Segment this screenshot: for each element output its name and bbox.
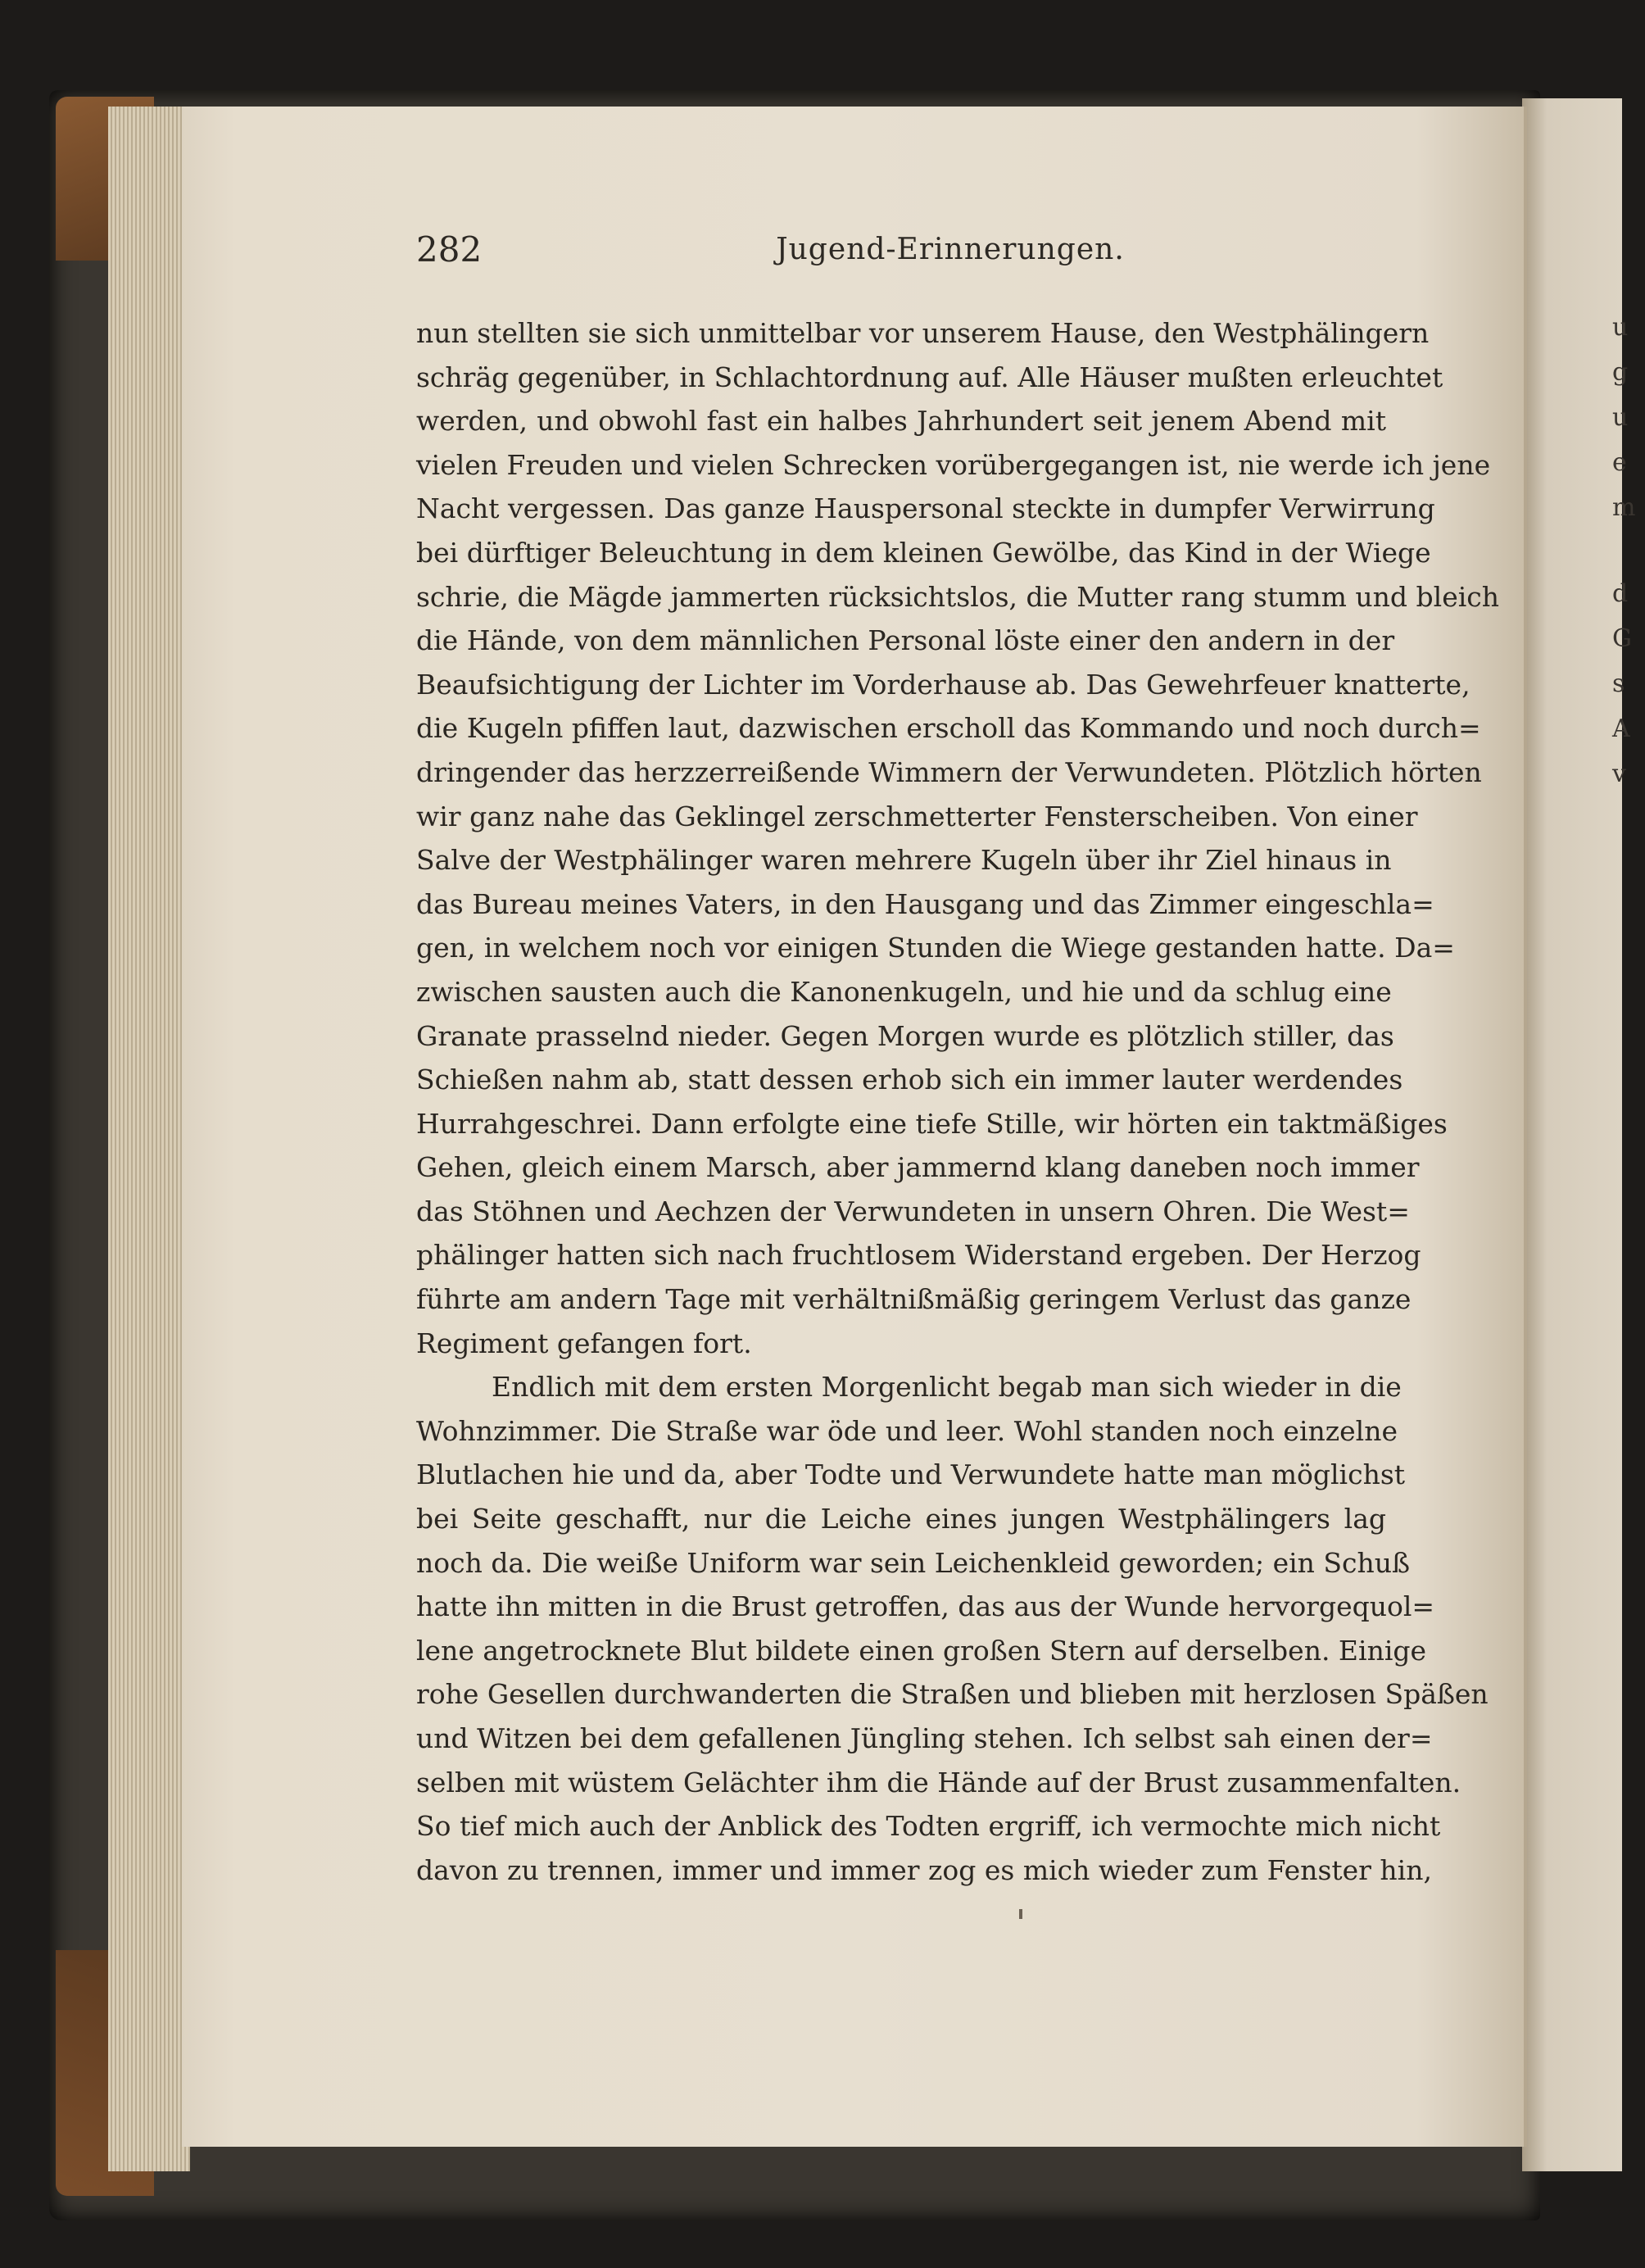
running-head [416, 229, 1386, 279]
text-line: davon zu trennen, immer und immer zog es mich wieder zum Fenster hin, [416, 1853, 1432, 1886]
facing-page-fragment: e [1612, 448, 1627, 477]
facing-page-fragment: s [1612, 669, 1625, 698]
text-line: bei dürftiger Beleuchtung in dem kleinen Gewölbe, das Kind in der Wiege [416, 536, 1431, 569]
text-line: vielen Freuden und vielen Schrecken vorübergegangen ist, nie werde ich jene [416, 448, 1491, 481]
text-line: zwischen sausten auch die Kanonenkugeln, und hie und da schlug eine [416, 975, 1392, 1008]
text-line: schräg gegenüber, in Schlachtordnung auf. Alle Häuser mußten erleuchtet [416, 361, 1443, 393]
facing-page-fragment: g [1612, 358, 1629, 387]
text-line: lene angetrocknete Blut bildete einen großen Stern auf derselben. Einige [416, 1634, 1427, 1667]
text-line: rohe Gesellen durchwanderten die Straßen und blieben mit herzlosen Späßen [416, 1678, 1489, 1711]
text-line: selben mit wüstem Gelächter ihm die Hände auf der Brust zusammenfalten. [416, 1766, 1461, 1799]
text-line: noch da. Die weiße Uniform war sein Leichenkleid geworden; ein Schuß [416, 1546, 1411, 1579]
text-line: Regiment gefangen fort. [416, 1327, 752, 1359]
facing-page-fragment: m [1612, 493, 1636, 522]
text-line: Wohnzimmer. Die Straße war öde und leer. Wohl standen noch einzelne [416, 1414, 1398, 1447]
text-line: werden, und obwohl fast ein halbes Jahrhundert seit jenem Abend mit [416, 405, 1386, 438]
text-line: führte am andern Tage mit verhältnißmäßig geringem Verlust das ganze [416, 1283, 1412, 1316]
text-line: und Witzen bei dem gefallenen Jüngling stehen. Ich selbst sah einen der= [416, 1722, 1433, 1754]
body-text [416, 311, 1500, 1892]
text-line: Endlich mit dem ersten Morgenlicht begab man sich wieder in die [492, 1371, 1402, 1404]
facing-page-fragment: u [1612, 403, 1629, 432]
facing-page-fragment: A [1612, 714, 1630, 743]
text-line: nun stellten sie sich unmittelbar vor unserem Hause, den Westphälingern [416, 317, 1430, 349]
text-line: Gehen, gleich einem Marsch, aber jammernd klang daneben noch immer [416, 1151, 1420, 1184]
running-title: Jugend-Erinnerungen. [776, 233, 1125, 266]
text-line: die Hände, von dem männlichen Personal löste einer den andern in der [416, 624, 1395, 657]
text-line: phälinger hatten sich nach fruchtlosem Widerstand ergeben. Der Herzog [416, 1239, 1421, 1272]
text-line: bei Seite geschafft, nur die Leiche eines jungen Westphälingers lag [416, 1503, 1386, 1535]
text-line: Nacht vergessen. Das ganze Hauspersonal steckte in dumpfer Verwirrung [416, 492, 1435, 525]
text-line: schrie, die Mägde jammerten rücksichtslos, die Mutter rang stumm und bleich [416, 580, 1500, 613]
text-line: die Kugeln pfiffen laut, dazwischen erscholl das Kommando und noch durch= [416, 712, 1481, 745]
facing-page-edge [1522, 98, 1636, 2171]
text-line: Salve der Westphälinger waren mehrere Kugeln über ihr Ziel hinaus in [416, 844, 1392, 877]
facing-page-fragment: u [1612, 313, 1629, 342]
text-line: dringender das herzzerreißende Wimmern der Verwundeten. Plötzlich hörten [416, 755, 1482, 788]
facing-page-fragment: d [1612, 579, 1629, 608]
text-line: Beaufsichtigung der Lichter im Vorderhause ab. Das Gewehrfeuer knatterte, [416, 668, 1471, 701]
text-line: wir ganz nahe das Geklingel zerschmetterter Fensterscheiben. Von einer [416, 800, 1418, 832]
text-line: Granate prasselnd nieder. Gegen Morgen wurde es plötzlich stiller, das [416, 1019, 1394, 1052]
page-edges [108, 107, 190, 2171]
text-line: das Stöhnen und Aechzen der Verwundeten in unsern Ohren. Die West= [416, 1195, 1410, 1227]
facing-page-fragment: v [1612, 760, 1626, 788]
page-number: 282 [416, 229, 483, 270]
text-line: Blutlachen hie und da, aber Todte und Verwundete hatte man möglichst [416, 1458, 1406, 1491]
text-line: Schießen nahm ab, statt dessen erhob sich ein immer lauter werdendes [416, 1064, 1403, 1096]
text-line: Hurrahgeschrei. Dann erfolgte eine tiefe Stille, wir hörten ein taktmäßiges [416, 1107, 1448, 1140]
text-line: das Bureau meines Vaters, in den Hausgang und das Zimmer eingeschla= [416, 887, 1434, 920]
text-line: hatte ihn mitten in die Brust getroffen, das aus der Wunde hervorgequol= [416, 1590, 1435, 1623]
text-line: gen, in welchem noch vor einigen Stunden die Wiege gestanden hatte. Da= [416, 932, 1455, 964]
text-line: So tief mich auch der Anblick des Todten ergriff, ich vermochte mich nicht [416, 1810, 1441, 1843]
ink-speck [1019, 1909, 1022, 1919]
facing-page-fragment: G [1612, 624, 1632, 653]
